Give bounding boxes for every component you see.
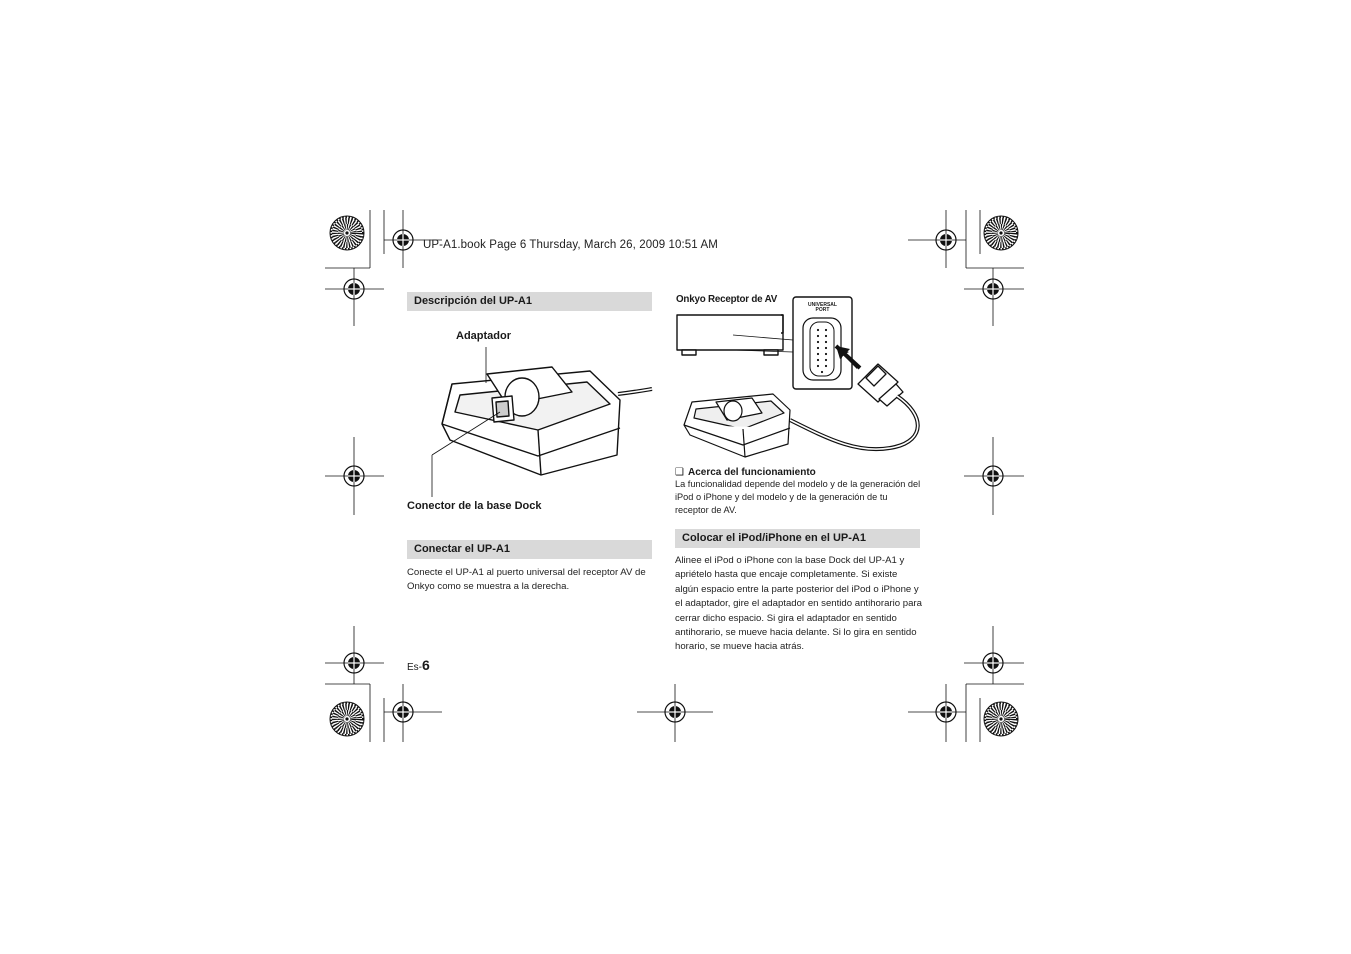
section-title-colocar: Colocar el iPod/iPhone en el UP-A1 [675,529,920,548]
colocar-body-text: Alinee el iPod o iPhone con la base Dock del UP-A1 y apriételo hasta que encaje completamente. Si existe algún espacio entre la parte posterior del iPod o iPhone y el adaptador, gire el adaptador en sentido antihorario para cerrar dicho espacio. Si gira el adaptador en sentido antihorario, se mueve hacia delante. Si lo gira en sentido horario, se mueve hacia atrás. [675,555,922,653]
section-title-descripcion: Descripción del UP-A1 [407,292,652,311]
note-title: Acerca del funcionamiento [687,467,816,478]
checkbox-bullet-icon: ❑ [675,467,684,478]
note-body-text: La funcionalidad depende del modelo y de la generación del iPod o iPhone y del modelo y de la generación de tu receptor de AV. [675,479,921,515]
universal-port-label-line2: PORT [815,307,830,313]
universal-port-label-line1: UNIVERSAL [808,302,837,308]
file-info-header: UP-A1.book Page 6 Thursday, March 26, 2009 10:51 AM [423,239,718,251]
small-dock-illustration [684,394,790,457]
page-prefix: Es- [407,662,422,673]
conectar-body-text: Conecte el UP-A1 al puerto universal del receptor AV de Onkyo como se muestra a la derecha. [407,567,646,593]
universal-port-label [795,303,850,313]
page-number [407,657,430,673]
label-onkyo-receiver: Onkyo Receptor de AV [676,294,778,305]
dock-illustration [442,367,652,475]
cable-line [790,396,918,449]
section-title-conectar: Conectar el UP-A1 [407,540,652,559]
page-number-value: 6 [422,657,430,673]
label-conector-dock: Conector de la base Dock [407,500,542,512]
cable-plug-illustration [858,364,903,406]
receiver-illustration [677,315,793,355]
label-adaptador: Adaptador [456,330,511,342]
